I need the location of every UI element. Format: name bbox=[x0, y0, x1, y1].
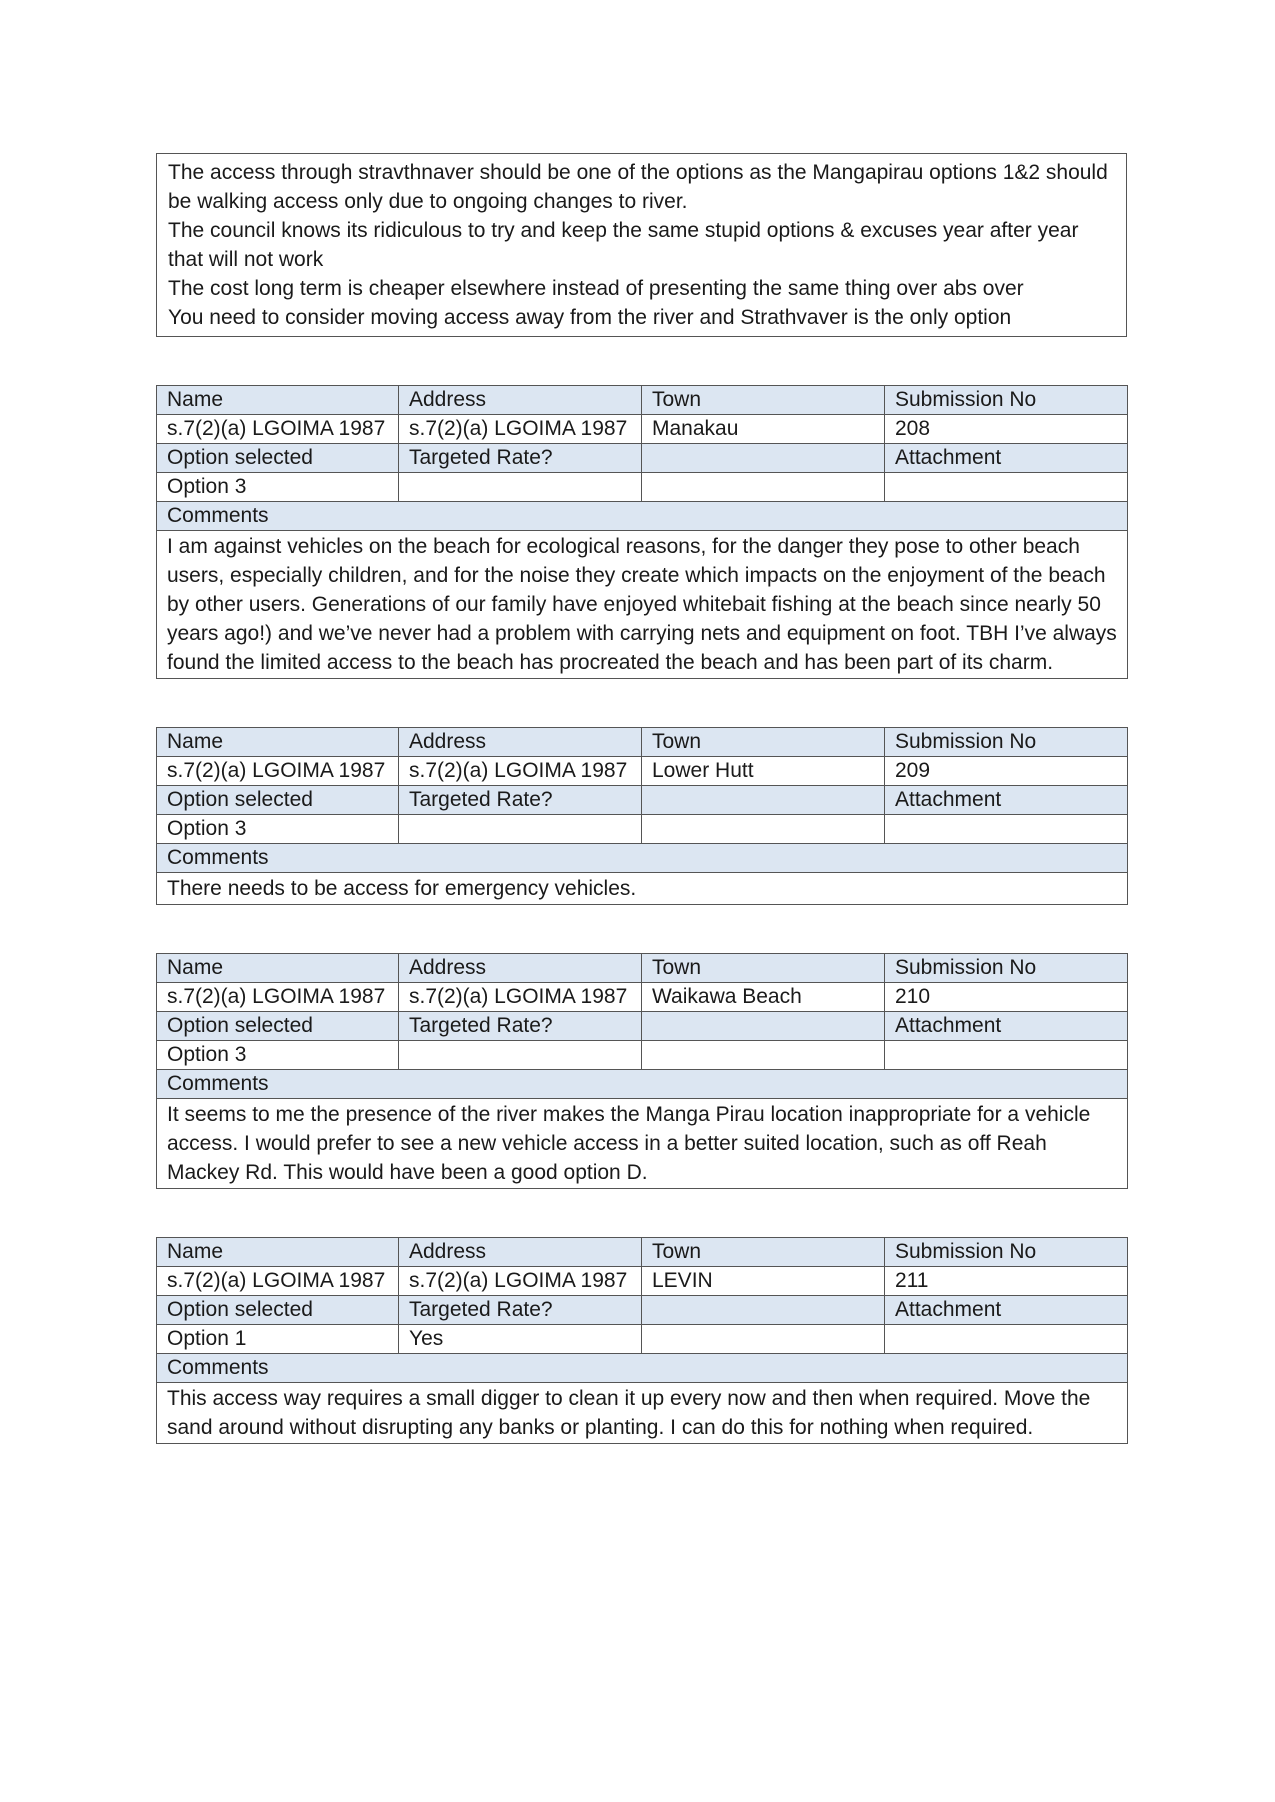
town-label: Town bbox=[642, 1238, 885, 1267]
attachment-value bbox=[885, 815, 1128, 844]
address-label: Address bbox=[399, 386, 642, 415]
details-row bbox=[157, 415, 1128, 444]
comments-label: Comments bbox=[157, 1354, 1128, 1383]
option-selected-label: Option selected bbox=[157, 444, 399, 473]
comments-row bbox=[157, 873, 1128, 905]
attachment-label: Attachment bbox=[885, 444, 1128, 473]
comments-row bbox=[157, 1383, 1128, 1444]
header-row bbox=[157, 1238, 1128, 1267]
name-label: Name bbox=[157, 386, 399, 415]
address-value: s.7(2)(a) LGOIMA 1987 bbox=[399, 415, 642, 444]
name-value: s.7(2)(a) LGOIMA 1987 bbox=[157, 415, 399, 444]
targeted-rate-value bbox=[399, 473, 642, 502]
option-row bbox=[157, 473, 1128, 502]
empty-cell bbox=[642, 1296, 885, 1325]
header-row bbox=[157, 954, 1128, 983]
submission-no-label: Submission No bbox=[885, 954, 1128, 983]
name-value: s.7(2)(a) LGOIMA 1987 bbox=[157, 983, 399, 1012]
attachment-value bbox=[885, 1041, 1128, 1070]
comments-header-row bbox=[157, 844, 1128, 873]
town-value: LEVIN bbox=[642, 1267, 885, 1296]
option-header-row bbox=[157, 1296, 1128, 1325]
submission-no-value: 209 bbox=[885, 757, 1128, 786]
option-header-row bbox=[157, 786, 1128, 815]
submission-no-label: Submission No bbox=[885, 386, 1128, 415]
intro-comment-line: The cost long term is cheaper elsewhere instead of presenting the same thing over abs over bbox=[168, 277, 1024, 300]
address-label: Address bbox=[399, 728, 642, 757]
option-header-row bbox=[157, 1012, 1128, 1041]
option-row bbox=[157, 815, 1128, 844]
empty-cell bbox=[642, 1325, 885, 1354]
comment-text: This access way requires a small digger to clean it up every now and then when required. Move the sand around without disrupting any banks or planting. I can do this for nothing when required. bbox=[157, 1383, 1128, 1444]
intro-comment-line: The access through stravthnaver should be one of the options as the Mangapirau options 1&2 should be walking access only due to ongoing changes to river. bbox=[168, 161, 1108, 213]
targeted-rate-label: Targeted Rate? bbox=[399, 444, 642, 473]
name-label: Name bbox=[157, 954, 399, 983]
option-value: Option 3 bbox=[157, 473, 399, 502]
document-page bbox=[156, 153, 1127, 1444]
name-value: s.7(2)(a) LGOIMA 1987 bbox=[157, 757, 399, 786]
name-label: Name bbox=[157, 728, 399, 757]
option-value: Option 3 bbox=[157, 815, 399, 844]
submission-no-value: 208 bbox=[885, 415, 1128, 444]
comments-label: Comments bbox=[157, 844, 1128, 873]
comment-text: There needs to be access for emergency vehicles. bbox=[157, 873, 1128, 905]
town-value: Waikawa Beach bbox=[642, 983, 885, 1012]
targeted-rate-label: Targeted Rate? bbox=[399, 1296, 642, 1325]
submission-table-210 bbox=[156, 953, 1128, 1189]
comments-row bbox=[157, 1099, 1128, 1189]
option-row bbox=[157, 1325, 1128, 1354]
header-row bbox=[157, 728, 1128, 757]
option-row bbox=[157, 1041, 1128, 1070]
targeted-rate-value bbox=[399, 1041, 642, 1070]
comments-header-row bbox=[157, 1354, 1128, 1383]
targeted-rate-label: Targeted Rate? bbox=[399, 786, 642, 815]
comments-label: Comments bbox=[157, 1070, 1128, 1099]
attachment-value bbox=[885, 1325, 1128, 1354]
comments-header-row bbox=[157, 1070, 1128, 1099]
submission-table-208 bbox=[156, 385, 1128, 679]
address-value: s.7(2)(a) LGOIMA 1987 bbox=[399, 757, 642, 786]
attachment-label: Attachment bbox=[885, 1296, 1128, 1325]
option-selected-label: Option selected bbox=[157, 1012, 399, 1041]
name-value: s.7(2)(a) LGOIMA 1987 bbox=[157, 1267, 399, 1296]
comment-text: I am against vehicles on the beach for ecological reasons, for the danger they pose to other beach users, especially children, and for the noise they create which impacts on the enjoyment of the beach by other users. Generations of our family have enjoyed whitebait fishing at the beach since nearly 50 years ago!) and we’ve never had a problem with carrying nets and equipment on foot. TBH I’ve always found the limited access to the beach has procreated the beach and has been part of its charm. bbox=[157, 531, 1128, 679]
comments-label: Comments bbox=[157, 502, 1128, 531]
empty-cell bbox=[642, 815, 885, 844]
option-value: Option 3 bbox=[157, 1041, 399, 1070]
option-header-row bbox=[157, 444, 1128, 473]
intro-comment-box bbox=[156, 153, 1127, 337]
town-label: Town bbox=[642, 728, 885, 757]
targeted-rate-label: Targeted Rate? bbox=[399, 1012, 642, 1041]
attachment-label: Attachment bbox=[885, 1012, 1128, 1041]
town-value: Manakau bbox=[642, 415, 885, 444]
name-label: Name bbox=[157, 1238, 399, 1267]
town-label: Town bbox=[642, 386, 885, 415]
submission-no-label: Submission No bbox=[885, 728, 1128, 757]
intro-comment-line: You need to consider moving access away from the river and Strathvaver is the only option bbox=[168, 306, 1012, 329]
empty-cell bbox=[642, 786, 885, 815]
submission-no-value: 210 bbox=[885, 983, 1128, 1012]
submission-table-209 bbox=[156, 727, 1128, 905]
details-row bbox=[157, 983, 1128, 1012]
attachment-label: Attachment bbox=[885, 786, 1128, 815]
address-label: Address bbox=[399, 954, 642, 983]
address-label: Address bbox=[399, 1238, 642, 1267]
option-selected-label: Option selected bbox=[157, 786, 399, 815]
option-value: Option 1 bbox=[157, 1325, 399, 1354]
comments-header-row bbox=[157, 502, 1128, 531]
submission-no-value: 211 bbox=[885, 1267, 1128, 1296]
empty-cell bbox=[642, 444, 885, 473]
details-row bbox=[157, 1267, 1128, 1296]
empty-cell bbox=[642, 473, 885, 502]
option-selected-label: Option selected bbox=[157, 1296, 399, 1325]
targeted-rate-value: Yes bbox=[399, 1325, 642, 1354]
targeted-rate-value bbox=[399, 815, 642, 844]
header-row bbox=[157, 386, 1128, 415]
comments-row bbox=[157, 531, 1128, 679]
submission-table-211 bbox=[156, 1237, 1128, 1444]
comment-text: It seems to me the presence of the river makes the Manga Pirau location inappropriate for a vehicle access. I would prefer to see a new vehicle access in a better suited location, such as off Reah Mackey Rd. This would have been a good option D. bbox=[157, 1099, 1128, 1189]
address-value: s.7(2)(a) LGOIMA 1987 bbox=[399, 1267, 642, 1296]
town-value: Lower Hutt bbox=[642, 757, 885, 786]
intro-comment-line: The council knows its ridiculous to try and keep the same stupid options & excuses year after year that will not work bbox=[168, 219, 1079, 271]
town-label: Town bbox=[642, 954, 885, 983]
details-row bbox=[157, 757, 1128, 786]
address-value: s.7(2)(a) LGOIMA 1987 bbox=[399, 983, 642, 1012]
submission-no-label: Submission No bbox=[885, 1238, 1128, 1267]
empty-cell bbox=[642, 1012, 885, 1041]
empty-cell bbox=[642, 1041, 885, 1070]
attachment-value bbox=[885, 473, 1128, 502]
